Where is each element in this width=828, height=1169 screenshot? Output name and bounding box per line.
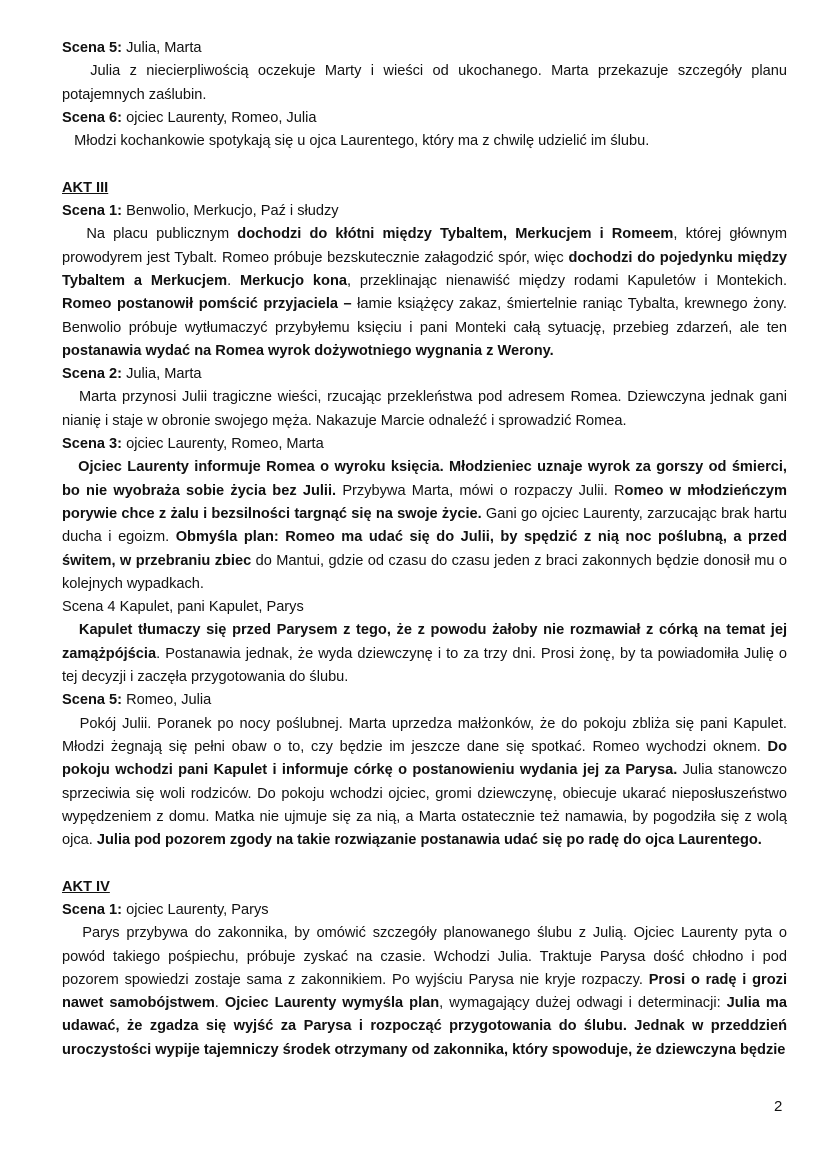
page-number: 2 — [774, 1098, 783, 1115]
scene-summary: Parys przybywa do zakonnika, by omówić szczegóły planowanego ślubu z Julią. Ojciec Laurenty pyta o powód takiego pośpiechu, próbuje zyskać na czasie. Wchodzi Julia. Traktuje Parysa dość chłodno i pod pozorem spowiedzi zostaje sama z zakonnikiem. Po wyjściu Parysa nie kryje rozpaczy. Prosi o radę i grozi nawet samobójstwem. Ojciec Laurenty wymyśla plan, wymagający dużej odwagi i determinacji: Julia ma udawać, że zgadza się wyjść za Parysa i rozpocząć przygotowania do ślubu. Jednak w przeddzień uroczystości wypije tajemniczy środek otrzymany od zakonnika, który spowoduje, że dziewczyna będzie — [62, 925, 788, 1058]
scene-summary: Marta przynosi Julii tragiczne wieści, rzucając przekleństwa pod adresem Romea. Dziewczyna jednak gani nianię i staje w obronie swojego męża. Nakazuje Marcie odnaleźć i sprowadzić Romea. — [62, 389, 788, 429]
scene-heading: Scena 5: Romeo, Julia — [62, 692, 212, 709]
scene-summary: Młodzi kochankowie spotykają się u ojca Laurentego, który ma z chwilę udzielić im ślubu. — [74, 133, 650, 150]
scene-summary: Na placu publicznym dochodzi do kłótni między Tybaltem, Merkucjem i Romeem, której głównym prowodyrem jest Tybalt. Romeo próbuje bezskutecznie załagodzić spór, więc dochodzi do pojedynku między Tybaltem a Merkucjem. Merkucjo kona, przeklinając nienawiść między rodami Kapuletów i Montekich. Romeo postanowił pomścić przyjaciela – łamie książęcy zakaz, śmiertelnie raniąc Tybalta, krewnego żony. Benwolio próbuje wytłumaczyć przybyłemu księciu i pani Monteki całą sytuację, przebieg zdarzeń, ale ten postanawia wydać na Romea wyrok dożywotniego wygnania z Werony. — [62, 226, 788, 359]
scene-summary: Kapulet tłumaczy się przed Parysem z tego, że z powodu żałoby nie rozmawiał z córką na temat jej zamążpójścia. Postanawia jednak, że wyda dziewczynę i to za trzy dni. Prosi żonę, by ta powiadomiła Julię o tej decyzji i zaczęła przygotowania do ślubu. — [62, 622, 787, 686]
scene-heading: Scena 4 Kapulet, pani Kapulet, Parys — [62, 599, 304, 616]
act-heading: AKT IV — [62, 878, 110, 895]
act-heading: AKT III — [62, 179, 109, 196]
scene-heading: Scena 1: Benwolio, Merkucjo, Paź i słudzy — [62, 203, 339, 220]
scene-heading: Scena 1: ojciec Laurenty, Parys — [62, 901, 269, 918]
scene-summary: Ojciec Laurenty informuje Romea o wyroku księcia. Młodzieniec uznaje wyrok za gorszy od śmierci, bo nie wyobraża sobie życia bez Julii. Przybywa Marta, mówi o rozpaczy Julii. Romeo w młodzieńczym porywie chce z żalu i bezsilności targnąć się na swoje życie. Gani go ojciec Laurenty, zarzucając brak hartu ducha i egoizm. Obmyśla plan: Romeo ma udać się do Julii, by spędzić z nią noc poślubną, a przed świtem, w przebraniu zbiec do Mantui, gdzie od czasu do czasu jeden z braci zakonnych będzie donosił mu o kolejnych wypadkach. — [62, 459, 787, 592]
scene-heading: Scena 3: ojciec Laurenty, Romeo, Marta — [62, 436, 324, 453]
scene-summary: Pokój Julii. Poranek po nocy poślubnej. Marta uprzedza małżonków, że do pokoju zbliża się pani Kapulet. Młodzi żegnają się pełni obaw o to, czy będzie im jeszcze dane się spotkać. Romeo wychodzi oknem. Do pokoju wchodzi pani Kapulet i informuje córkę o postanowieniu wydania jej za Parysa. Julia stanowczo sprzeciwia się woli rodziców. Do pokoju wchodzi ojciec, gromi dziewczynę, obiecuje ukarać nieposłuszeństwo wypędzeniem z domu. Matka nie ujmuje się za nią, a Marta ostatecznie też namawia, by pogodziła się z wolą ojca. Julia pod pozorem zgody na takie rozwiązanie postanawia udać się po radę do ojca Laurentego. — [62, 715, 787, 849]
document-body — [62, 37, 787, 1062]
scene-heading: Scena 6: ojciec Laurenty, Romeo, Julia — [62, 109, 317, 126]
scene-heading: Scena 2: Julia, Marta — [62, 366, 202, 383]
scene-summary: Julia z niecierpliwością oczekuje Marty i wieści od ukochanego. Marta przekazuje szczegóły planu potajemnych zaślubin. — [62, 63, 788, 103]
scene-heading: Scena 5: Julia, Marta — [62, 40, 202, 56]
